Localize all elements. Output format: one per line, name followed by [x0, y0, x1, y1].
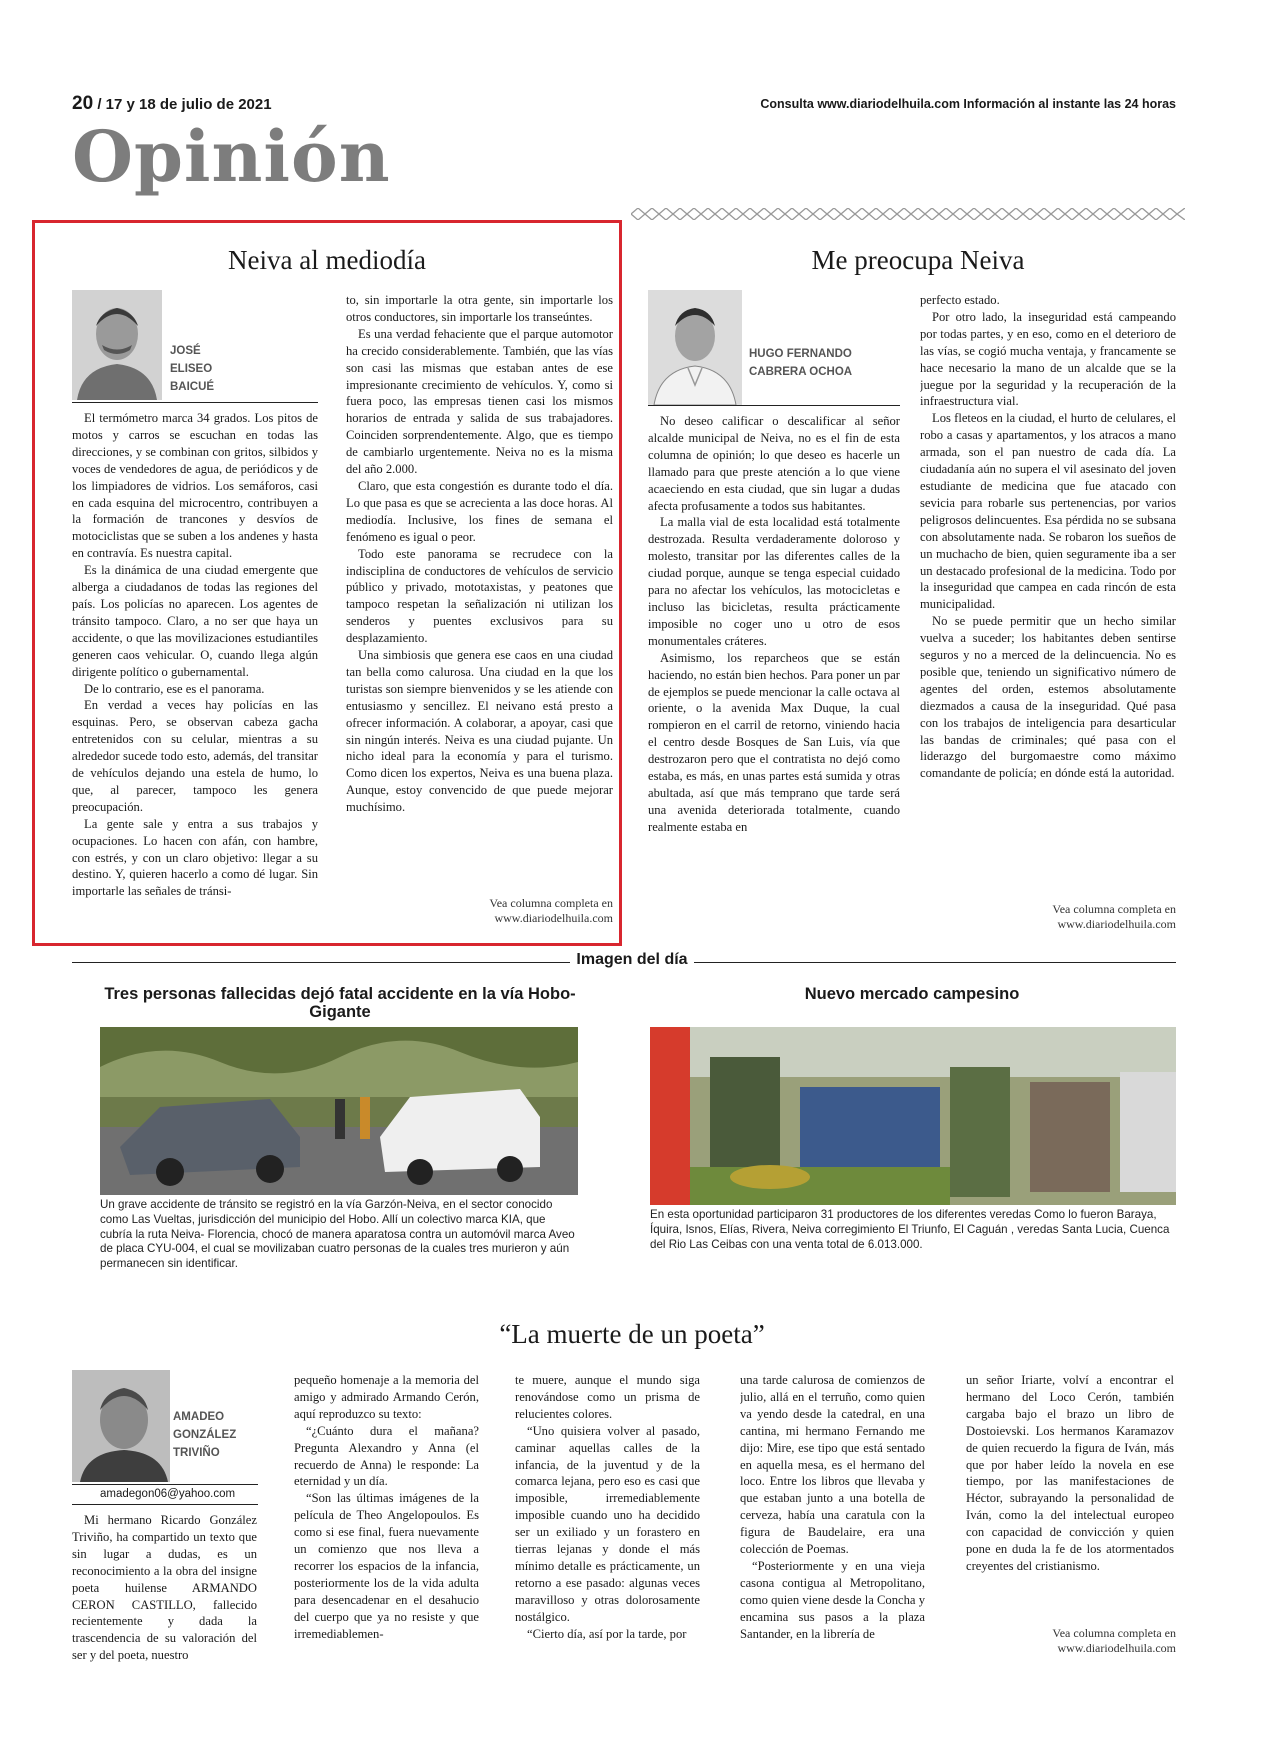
market-photo — [650, 1027, 1176, 1205]
article2-col1 — [648, 413, 900, 925]
author-name-line: ELISEO — [170, 363, 213, 375]
more-link-line: Vea columna completa en — [1052, 902, 1176, 916]
header-tagline — [760, 97, 1176, 111]
author-name-line: AMADEO — [173, 1411, 225, 1423]
byline-rule — [648, 405, 900, 406]
article2-title: Me preocupa Neiva — [811, 245, 1025, 275]
photo-left-headline: Tres personas fallecidas dejó fatal accidente en la vía Hobo- Gigante — [104, 985, 576, 1021]
paragraph: “Son las últimas imágenes de la película de Theo Angelopoulos. Es como si ese final, fuera nuevamente un comienzo que nos lleva a recorrer los espacios de la infancia, posteriormente los de la vida adulta para desencadenar en el desahucio del cuerpo que ya no resiste y que irremediablemen- — [294, 1491, 479, 1641]
tagline-suffix: Información al instante las 24 horas — [959, 97, 1176, 111]
paragraph: Mi hermano Ricardo González Triviño, ha compartido un texto que sin lugar a dudas, es un reconocimiento a la obra del insigne poeta huilense ARMANDO CERON CASTILLO, fallecido recientemente y dada la trascendencia de su valoración del ser y del poeta, nuestro — [72, 1513, 257, 1663]
article1-more-link[interactable] — [380, 896, 613, 926]
article3-title: “La muerte de un poeta” — [499, 1319, 765, 1349]
article3-col5 — [966, 1372, 1174, 1620]
paragraph: to, sin importarle la otra gente, sin importarle los otros conductores, sin importarle los transeúntes. — [346, 293, 613, 324]
section-title: Opinión — [72, 115, 391, 198]
paragraph: Asimismo, los reparcheos que se están haciendo, no están bien hechos. Para poner un par de ejemplos se puede mencionar la calle octava al oriente, o la avenida Max Duque, la cual rompieron en el carril de retorno, viniendo hacia el centro desde Bosques de San Luis, vía que destrozaron pero que el contratista no dejó como estaba, es más, en unas partes está sumida y otras abultada, así que más temprano que tarde será una avenida deteriorada totalmente, cuando realmente estaba en — [648, 650, 900, 834]
paragraph: Es la dinámica de una ciudad emergente que alberga a ciudadanos de todas las regiones del país. Los policías no aparecen. Los agentes de tránsito tampoco. Claro, a no ser que haya un accidente, o que las movilizaciones estudiantiles generen caos vehicular. O, cuando llega algún dirigente político o gubernamental. — [72, 563, 318, 679]
paragraph: No se puede permitir que un hecho similar vuelva a suceder; los habitantes deben sentirse seguros y no a merced de la delincuencia. No es posible que, teniendo un significativo número de agentes del orden, estemos absolutamente diezmados a causa de la inseguridad. Qué pasa con los trabajos de inteligencia para desarticular las bandas de criminales; qué pasa con el liderazgo del burgomaestre como máximo comandante de policía; en dónde está la autoridad. — [920, 614, 1176, 781]
paragraph: “Cierto día, así por la tarde, por — [527, 1626, 687, 1641]
more-link-url[interactable]: www.diariodelhuila.com — [1057, 917, 1176, 931]
paragraph: “¿Cuánto dura el mañana? Pregunta Alexandro y Anna (el recuerdo de Anna) le responde: La eternidad y un día. — [294, 1423, 479, 1489]
paragraph: “Uno quisiera volver al pasado, caminar aquellas calles de la infancia, de la juventud y de la comarca lejana, pero eso es casi que imposible, irremediablemente imposible cuando uno ha decidido ser un exiliado y un forastero en tierras lejanas y donde el más mínimo detalle es prácticamente, un retorno a ese pasado: algunas veces maravilloso y otras dolorosamente nostálgico. — [515, 1423, 700, 1624]
more-link-url[interactable]: www.diariodelhuila.com — [1057, 1641, 1176, 1655]
author-photo-jose — [72, 290, 162, 400]
paragraph: Es una verdad fehaciente que el parque automotor ha crecido considerablemente. También, que las vías son casi las mismas que estaban antes de ese impresionante crecimiento de vehículos. Y, como si fuera poco, las empresas tienen casi los mismos horarios de entrada y salida de sus trabajadores. Coinciden sorprendentemente. Algo, que es tiempo de cambiarlo urgentemente. Neiva no es la misma del año 2.000. — [346, 326, 613, 477]
author-name-hugo — [749, 345, 852, 381]
author-name-jose — [170, 342, 214, 396]
author-photo-amadeo — [72, 1370, 170, 1482]
paragraph: Claro, que esta congestión es durante todo el día. Lo que pasa es que se acrecienta a las doce horas. Al mediodía. Inclusive, los fines de semana el fenómeno es igual o peor. — [346, 478, 613, 544]
imagen-del-dia-title: Imagen del día — [570, 951, 693, 968]
author-name-line: GONZÁLEZ — [173, 1429, 237, 1441]
author-name-line: TRIVIÑO — [173, 1447, 220, 1459]
article1-col1 — [72, 410, 318, 922]
paragraph: Por otro lado, la inseguridad está campeando por todas partes, y en eso, como en el deterioro de las vías, se cogió mucha ventaja, y francamente se hace necesario la mano de un alcalde que se la juegue por la seguridad y la recuperación de la infraestructura vial. — [920, 309, 1176, 409]
paragraph: te muere, aunque el mundo siga renovándose como un prisma de relucientes colores. — [515, 1373, 700, 1421]
byline-rule — [72, 1484, 258, 1485]
imagen-del-dia-header — [0, 951, 1264, 969]
photo-right-headline: Nuevo mercado campesino — [804, 985, 1020, 1003]
article3-col2 — [294, 1372, 479, 1664]
tagline-site-link[interactable]: www.diariodelhuila.com — [817, 97, 960, 111]
author-name-line: BAICUÉ — [170, 381, 215, 393]
paragraph: En verdad a veces hay policías en las esquinas. Pero, se observan cabeza gacha entretenidos con su celular, mientras a su alrededor sucede todo esto, además, del transitar de vehículos dejando una estela de humo, lo que, al parecer, tampoco les genera preocupación. — [72, 698, 318, 814]
paragraph: perfecto estado. — [920, 293, 1000, 307]
more-link-line: Vea columna completa en — [489, 896, 613, 910]
paragraph: “Posteriormente y en una vieja casona contigua al Metropolitano, como quien viene desde la Concha y encamina sus pasos a la plaza Santander, en la librería de — [740, 1558, 925, 1641]
paragraph: Los fleteos en la ciudad, el hurto de celulares, el robo a casas y apartamentos, y los atracos a mano armada, son el pan nuestro de cada día. La ciudadanía aún no supera el vil asesinato del joven estudiante de medicina que fue atacado con sevicia para robarle sus pertenencias, por varios peligrosos delincuentes. Esa pérdida no se subsana con absolutamente nada. Se robaron los sueños de un muchacho de bien, quien seguramente iba a ser un destacado profesional de la medicina. Todo por la inseguridad que campea en cada rincón de esta municipalidad. — [920, 411, 1176, 612]
byline-rule — [72, 402, 318, 403]
paragraph: No deseo calificar o descalificar al señor alcalde municipal de Neiva, no es el fin de esta columna de opinión; lo que deseo es hacerle un llamado para que preste atención a lo que viene acaeciendo en esta ciudad, que sin lugar a dudas afecta profusamente a todos sus habitantes. — [648, 414, 900, 513]
folio-slash: / — [97, 96, 106, 113]
article2-col2 — [920, 292, 1176, 898]
paragraph: El termómetro marca 34 grados. Los pitos de motos y carros se escuchan en todas las direcciones, y se combinan con gritos, silbidos y voces de vendedores de agua, de periódicos y de los limpiadores de vidrios. Los semáforos, casi en cada esquina del microcentro, contribuyen a la formación de trancones y desvíos de motociclistas que se suben a los andenes y hasta en contravía. Es nuestra capital. — [72, 411, 318, 561]
paragraph: La gente sale y entra a sus trabajos y ocupaciones. Lo hacen con afán, con hambre, con estrés, y con un claro objetivo: llegar a su destino. Y, quieren hacerlo a como dé lugar. Sin importarle las señales de tránsi- — [72, 816, 318, 899]
author-name-line: HUGO FERNANDO — [749, 348, 852, 360]
article3-col3 — [515, 1372, 700, 1664]
author-name-line: JOSÉ — [170, 345, 201, 357]
paragraph: Una simbiosis que genera ese caos en una ciudad tan bella como calurosa. Una ciudad en la que los turistas son siempre bienvenidos y se les atiende con entusiasmo y sencillez. El neivano está presto a ofrecer información. A colaborar, a apoyar, casi que sin ningún interés. Neiva es una ciudad pujante. Un nicho ideal para la economía y para el turismo. Como dicen los expertos, Neiva es una buena plaza. Aunque, estoy convencido de que puede mejorar muchísimo. — [346, 648, 613, 815]
paragraph: pequeño homenaje a la memoria del amigo y admirado Armando Cerón, aquí reproduzco su texto: — [294, 1373, 479, 1421]
paragraph: Todo este panorama se recrudece con la indisciplina de conductores de vehículos de servicio público y privado, mototaxistas, y peatones que tampoco respetan la señalización ni utilizan los senderos y puentes exclusivos para su desplazamiento. — [346, 546, 613, 646]
tagline-prefix: Consulta — [760, 97, 818, 111]
accident-photo — [100, 1027, 578, 1195]
article2-more-link[interactable] — [960, 902, 1176, 932]
paragraph: De lo contrario, ese es el panorama. — [84, 681, 265, 696]
paragraph: un señor Iriarte, volví a encontrar el hermano del Loco Cerón, también cargaba bajo el brazo un libro de Dostoievski. Los hermanos Karamazov de quien recuerdo la figura de Iván, más que por haber leído la novela en ese tiempo, por las manifestaciones de Héctor, subrayando la personalidad de Iván, como la del intelectual europeo con capacidad de convicción y quien pone en duda la fe de los atormentados creyentes del cristianismo. — [966, 1373, 1174, 1573]
byline-rule — [72, 1504, 258, 1505]
zigzag-divider — [631, 208, 1185, 220]
photo-right-caption: En esta oportunidad participaron 31 productores de los diferentes veredas Como lo fueron Baraya, Íquira, Isnos, Elías, Rivera, Neiva corregimiento El Triunfo, El Caguán , veredas Santa Lucia, Cuenca del Rio Las Ceibas con una venta total de 6.013.000. — [650, 1208, 1170, 1251]
article1-col2 — [346, 292, 613, 898]
more-link-line: Vea columna completa en — [1052, 1626, 1176, 1640]
issue-date: 17 y 18 de julio de 2021 — [105, 96, 272, 113]
page-folio — [72, 93, 272, 115]
article3-more-link[interactable] — [990, 1626, 1176, 1656]
author-name-amadeo — [173, 1408, 236, 1462]
more-link-url[interactable]: www.diariodelhuila.com — [494, 911, 613, 925]
author-photo-hugo — [648, 290, 742, 405]
paragraph: una tarde calurosa de comienzos de julio, allá en el terruño, como quien va yendo desde la catedral, en una cantina, mi hermano Fernando me dijo: Mire, ese tipo que está sentado en aquella mesa, es el hermano del loco. Entre los libros que llevaba y que estaban junto a una botella de cerveza, había una caratula con la figura de Baudelaire, era una colección de Poemas. — [740, 1373, 925, 1557]
page-number: 20 — [72, 93, 94, 114]
author-email[interactable]: amadegon06@yahoo.com — [100, 1488, 236, 1500]
article3-col1 — [72, 1512, 257, 1664]
article1-title: Neiva al mediodía — [228, 245, 426, 275]
author-name-line: CABRERA OCHOA — [749, 366, 853, 378]
paragraph: La malla vial de esta localidad está totalmente destrozada. Resulta verdaderamente doloroso y molesto, transitar por las diferentes calles de la ciudad porque, aunque se tenga especial cuidado para no afectar los vehículos, las motocicletas e incluso las bicicletas, resulta prácticamente imposible no coger uno u otro de esos monumentales cráteres. — [648, 515, 900, 648]
article3-col4 — [740, 1372, 925, 1664]
photo-left-caption: Un grave accidente de tránsito se registró en la vía Garzón-Neiva, en el sector conocido como Las Vueltas, jurisdicción del municipio del Hobo. Allí un colectivo marca KIA, que cubría la ruta Neiva- Florencia, chocó de manera aparatosa contra un automóvil marca Aveo de placa CYU-004, el cual se movilizaban cuatro personas de la cuales tres murieron y aún permanecen sin identificar. — [100, 1198, 575, 1271]
